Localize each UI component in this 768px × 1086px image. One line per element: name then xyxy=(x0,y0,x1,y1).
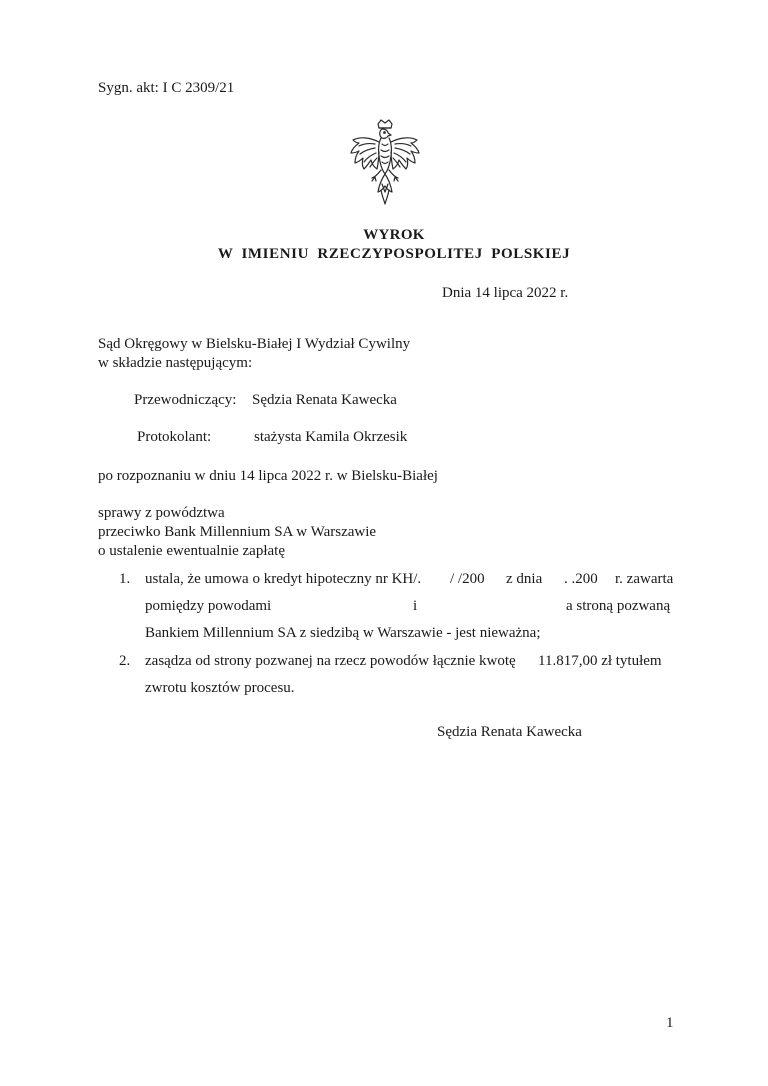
case-defendant-line: przeciwko Bank Millennium SA w Warszawie xyxy=(98,524,377,540)
case-number: Sygn. akt: I C 2309/21 xyxy=(98,80,235,96)
clerk-label: Protokolant: xyxy=(137,429,212,445)
hearing-statement: po rozpoznaniu w dniu 14 lipca 2022 r. w Bielsku-Białej xyxy=(98,468,438,484)
court-block xyxy=(98,335,410,373)
judge-signature: Sędzia Renata Kawecka xyxy=(437,724,582,740)
document-subtitle: W IMIENIU RZECZYPOSPOLITEJ POLSKIEJ xyxy=(217,246,571,262)
case-subject-line: o ustalenie ewentualnie zapłatę xyxy=(98,543,285,559)
clerk-name: stażysta Kamila Okrzesik xyxy=(254,429,408,445)
ruling-2-line-2: zwrotu kosztów procesu. xyxy=(145,680,295,696)
ruling-2-amount: 11.817,00 zł tytułem xyxy=(538,653,662,669)
ruling-1-concluded: r. zawarta xyxy=(615,571,674,587)
presiding-label: Przewodniczący: xyxy=(134,392,237,408)
ruling-1-date-label: z dnia xyxy=(506,571,543,587)
ruling-1-defendant-party: a stroną pozwaną xyxy=(566,598,671,614)
presiding-judge: Sędzia Renata Kawecka xyxy=(252,392,397,408)
judgment-date: Dnia 14 lipca 2022 r. xyxy=(442,285,569,301)
ruling-1-line-3: Bankiem Millennium SA z siedzibą w Warszawie - jest nieważna; xyxy=(145,625,541,641)
polish-eagle-emblem-icon xyxy=(345,118,425,208)
case-description xyxy=(98,504,376,561)
ruling-1-and: i xyxy=(413,598,418,614)
document-title: WYROK xyxy=(363,227,425,243)
ruling-1-agreement-date: . .200 xyxy=(564,571,598,587)
page-number: 1 xyxy=(666,1015,674,1031)
ruling-2-award-text: zasądza od strony pozwanej na rzecz powodów łącznie kwotę xyxy=(145,653,516,669)
case-claimant-line: sprawy z powództwa xyxy=(98,505,225,521)
ruling-2-number: 2. xyxy=(119,653,131,669)
court-name: Sąd Okręgowy w Bielsku-Białej I Wydział Cywilny xyxy=(98,336,411,352)
court-composition-intro: w składzie następującym: xyxy=(98,355,253,371)
ruling-1-line-1-text: ustala, że umowa o kredyt hipoteczny nr KH/. xyxy=(145,571,422,587)
ruling-1-number: 1. xyxy=(119,571,131,587)
ruling-1-agreement-number: / /200 xyxy=(450,571,485,587)
ruling-1-between-claimants: pomiędzy powodami xyxy=(145,598,272,614)
